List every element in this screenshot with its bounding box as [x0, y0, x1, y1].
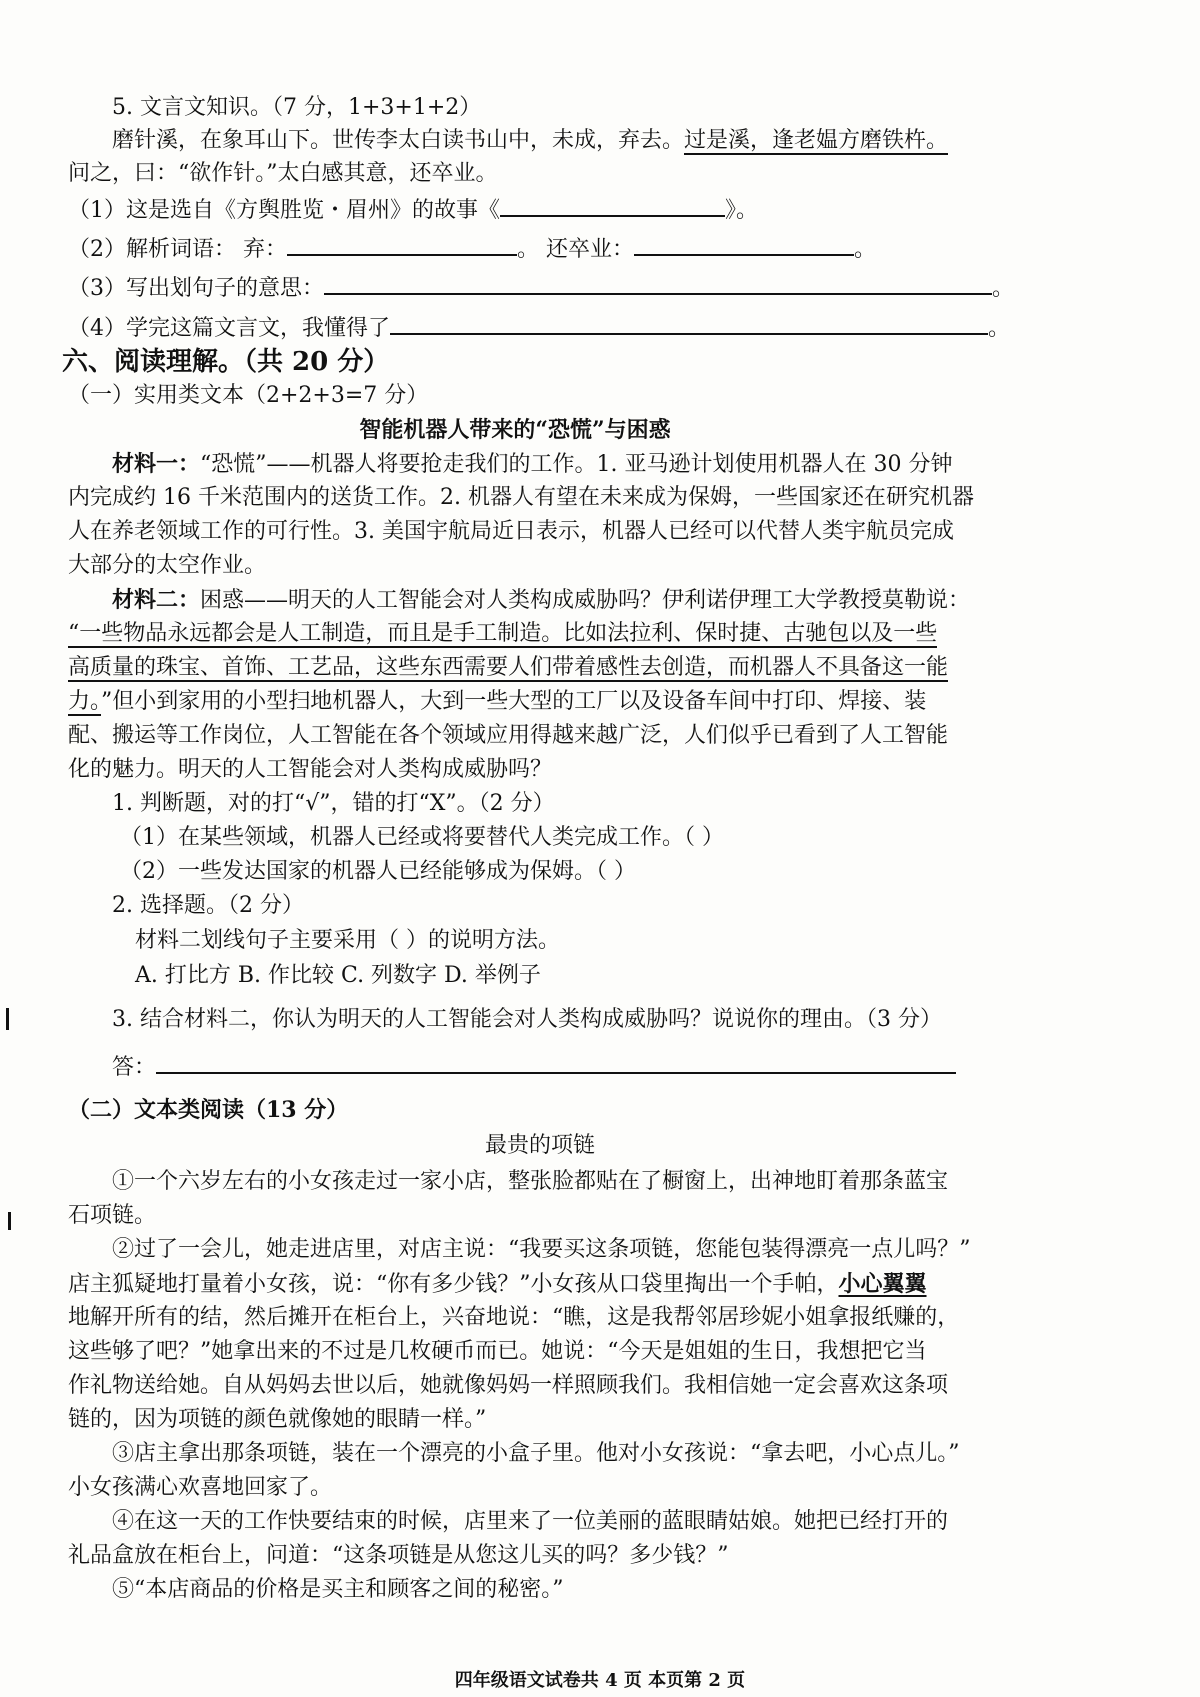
scan-mark	[6, 1008, 9, 1030]
material-1-label: 材料一：	[112, 451, 201, 477]
material-2-text-4: ”但小到家用的小型扫地机器人，大到一些大型的工厂以及设备车间中打印、焊接、装	[101, 689, 927, 714]
material-2-line-3	[68, 652, 948, 684]
q5-sub2-mid: 。 还卒业：	[517, 237, 634, 262]
q5-sub3-end: 。	[992, 276, 1015, 301]
underlined-text-2: 高质量的珠宝、首饰、工艺品，这些东西需要人们带着感性去创造，而机器人不具备这一能	[68, 655, 949, 680]
story-p3-line-2: 小女孩满心欢喜地回家了。	[68, 1475, 333, 1500]
story-p2-line-3: 地解开所有的结，然后摊开在柜台上，兴奋地说：“瞧，这是我帮邻居珍妮小姐拿报纸赚的，	[68, 1305, 960, 1330]
material-2-line-4	[68, 686, 926, 718]
q1-heading: 1. 判断题，对的打“√”，错的打“X”。（2 分）	[112, 791, 555, 816]
underlined-text-3: 力。	[68, 689, 102, 714]
q5-sub1-label: （1）这是选自《方舆胜览・眉州》的故事《	[68, 198, 500, 223]
story-title: 最贵的项链	[484, 1133, 595, 1158]
material-2-line-5: 配、搬运等工作岗位，人工智能在各个领域应用得越来越广泛，人们似乎已看到了人工智能	[68, 723, 949, 748]
story-p5-line-1: ⑤“本店商品的价格是买主和顾客之间的秘密。”	[112, 1577, 564, 1602]
scan-mark-2	[8, 1212, 11, 1230]
story-p2-line-2	[68, 1268, 927, 1301]
material-2-label: 材料二：	[112, 587, 201, 613]
q5-sub2-blank-1[interactable]	[287, 232, 517, 256]
material-2-line-6: 化的魅力。明天的人工智能会对人类构成威胁吗？	[68, 757, 553, 782]
q5-heading: 5. 文言文知识。（7 分，1+3+1+2）	[112, 95, 482, 120]
classical-text-a: 磨针溪，在象耳山下。世传李太白读书山中，未成，弃去。	[112, 128, 685, 153]
part2-title: （二）文本类阅读（13 分）	[68, 1097, 349, 1123]
story-p2-line-5: 作礼物送给她。自从妈妈去世以后，她就像妈妈一样照顾我们。我相信她一定会喜欢这条项	[68, 1373, 949, 1398]
q5-sub2-label: （2）解析词语： 弃：	[68, 237, 287, 262]
story-p4-line-2: 礼品盒放在柜台上，问道：“这条项链是从您这儿买的吗？多少钱？”	[68, 1543, 729, 1568]
highlighted-word: 小心翼翼	[838, 1271, 927, 1297]
material-1-line-2: 内完成约 16 千米范围内的送货工作。2. 机器人有望在未来成为保姆，一些国家还在研究机器	[68, 485, 974, 510]
section-6-title: 六、阅读理解。（共 20 分）	[62, 347, 390, 377]
story-p3-line-1: ③店主拿出那条项链，装在一个漂亮的小盒子里。他对小女孩说：“拿去吧，小心点儿。”	[112, 1441, 960, 1466]
q2-stem[interactable]: 材料二划线句子主要采用（ ）的说明方法。	[135, 928, 560, 953]
material-2-text-1: 困惑——明天的人工智能会对人类构成威胁吗？伊利诺伊理工大学教授莫勒说：	[200, 588, 971, 613]
story-p2-line-1: ②过了一会儿，她走进店里，对店主说：“我要买这条项链，您能包装得漂亮一点儿吗？”	[112, 1237, 971, 1262]
classical-text-line-2: 问之，曰：“欲作针。”太白感其意，还卒业。	[68, 161, 498, 186]
q2-heading: 2. 选择题。（2 分）	[112, 893, 304, 918]
story-p4-line-1: ④在这一天的工作快要结束的时候，店里来了一位美丽的蓝眼睛姑娘。她把已经打开的	[112, 1509, 949, 1534]
q5-sub3	[68, 271, 1014, 305]
q1-item-1[interactable]: （1）在某些领域，机器人已经或将要替代人类完成工作。（ ）	[120, 825, 724, 850]
article-title: 智能机器人带来的“恐慌”与困惑	[359, 417, 671, 443]
q5-sub3-blank[interactable]	[324, 271, 992, 295]
q5-sub1-end: 》。	[725, 198, 759, 223]
q5-sub1-blank[interactable]	[500, 193, 725, 217]
q2-options[interactable]: A. 打比方 B. 作比较 C. 列数字 D. 举例子	[135, 963, 541, 988]
material-1-line-4: 大部分的太空作业。	[68, 553, 267, 578]
q5-sub4-blank[interactable]	[390, 311, 988, 335]
story-p1-line-1: ①一个六岁左右的小女孩走过一家小店，整张脸都贴在了橱窗上，出神地盯着那条蓝宝	[112, 1169, 949, 1194]
q5-sub1	[68, 193, 758, 227]
answer-label: 答：	[112, 1055, 157, 1080]
underlined-sentence: 过是溪，逢老媪方磨铁杵。	[684, 128, 949, 153]
story-p2-text-2: 店主狐疑地打量着小女孩，说：“你有多少钱？”小女孩从口袋里掏出一个手帕，	[68, 1272, 839, 1297]
material-1-line-1	[112, 448, 952, 481]
underlined-text-1: “一些物品永远都会是人工制造，而且是手工制造。比如法拉利、保时捷、古驰包以及一些	[68, 621, 938, 646]
q5-sub4	[68, 311, 1010, 345]
q3-answer-blank[interactable]	[156, 1050, 956, 1074]
q5-sub4-label: （4）学完这篇文言文，我懂得了	[68, 316, 390, 341]
part1-title: （一）实用类文本（2+2+3=7 分）	[68, 383, 429, 408]
q1-item-2[interactable]: （2）一些发达国家的机器人已经能够成为保姆。（ ）	[120, 859, 636, 884]
classical-text-line-1	[112, 125, 948, 157]
material-2-line-1	[112, 584, 970, 617]
story-p2-line-6: 链的，因为项链的颜色就像她的眼睛一样。”	[68, 1407, 487, 1432]
material-1-line-3: 人在养老领域工作的可行性。3. 美国宇航局近日表示，机器人已经可以代替人类宇航员完成	[68, 519, 954, 544]
q5-sub3-label: （3）写出划句子的意思：	[68, 276, 324, 301]
q3-heading: 3. 结合材料二，你认为明天的人工智能会对人类构成威胁吗？说说你的理由。（3 分）	[112, 1007, 942, 1032]
q5-sub2-blank-2[interactable]	[634, 232, 854, 256]
q3-answer	[112, 1050, 956, 1084]
story-p1-line-2: 石项链。	[68, 1203, 157, 1228]
page-footer: 四年级语文试卷共 4 页 本页第 2 页	[454, 1670, 746, 1691]
q5-sub2-end: 。	[854, 237, 877, 262]
material-1-text-1: “恐慌”——机器人将要抢走我们的工作。1. 亚马逊计划使用机器人在 30 分钟	[200, 452, 953, 477]
material-2-line-2	[68, 618, 937, 650]
q5-sub4-end: 。	[988, 316, 1011, 341]
story-p2-line-4: 这些够了吧？”她拿出来的不过是几枚硬币而已。她说：“今天是姐姐的生日，我想把它当	[68, 1339, 927, 1364]
q5-sub2	[68, 232, 876, 266]
